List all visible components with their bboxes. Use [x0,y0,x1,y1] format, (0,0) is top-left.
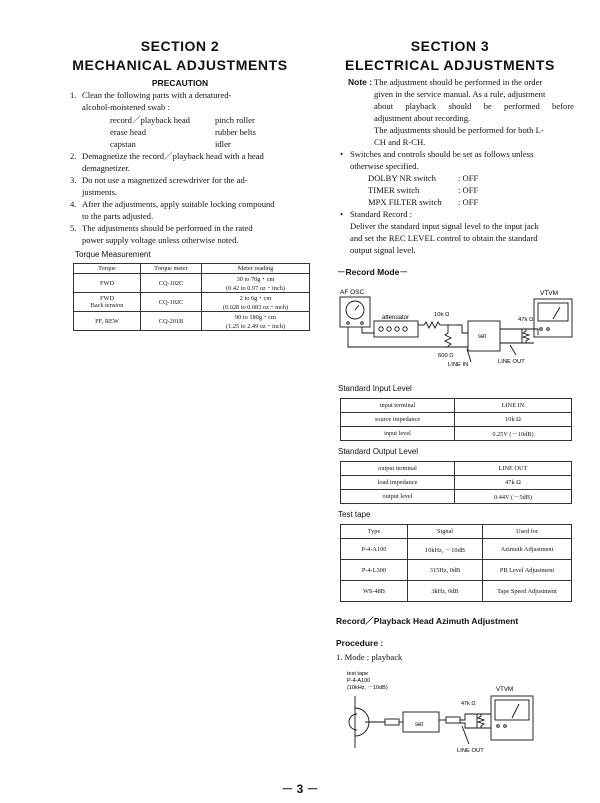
bullet2-line: Deliver the standard input signal level to the input jack [350,221,539,231]
diagram2-47k-label: 47k Ω [461,701,476,707]
input-key: input level [341,427,455,441]
step-1-num: 1. [70,90,77,100]
torque-cell: FWD [74,274,141,293]
step-5-num: 5. [70,223,77,233]
procedure-step-1: 1. Mode : playback [336,652,403,662]
reading-line: (1.25 to 2.49 oz・inch) [226,323,285,330]
note-line: The adjustments should be performed for both L- [374,125,544,135]
switch-name: DOLBY NR switch [368,173,436,183]
section2-title: MECHANICAL ADJUSTMENTS [72,57,288,73]
diagram-line-in-label: LINE IN [448,362,469,368]
step-5-cont: power supply voltage unless otherwise noted. [82,235,239,245]
attenuator-box [374,321,418,337]
record-mode-diagram [338,283,580,375]
bullet-icon: • [340,149,344,159]
resistor-600 [445,333,451,346]
diagram-vtvm-label: VTVM [540,290,559,297]
note-line: The adjustment should be performed in the order [374,77,543,87]
page-number: － 3 － [281,782,319,796]
output-key: load impedance [341,476,455,490]
step-2-cont: demagnetizer. [82,163,130,173]
output-level-caption: Standard Output Level [338,447,419,456]
output-level-table [340,461,572,504]
reading-cell [202,274,310,293]
step-4-text: After the adjustments, apply suitable locking compound [82,199,275,209]
diagram-attenuator-label: attenuator [382,315,410,321]
input-value: 10k Ω [455,413,572,427]
step-4-num: 4. [70,199,77,209]
note-label: Note : [348,77,373,87]
procedure-heading: Procedure : [336,638,384,648]
reading-line: 2 to 6g・cm [239,295,272,302]
tape-signal: 315Hz, 0dB [408,560,483,581]
note-line: CH and R-CH. [374,137,426,147]
input-value: 0.25V (－10dB) [455,427,572,441]
part-a-3: capstan [110,139,136,149]
azimuth-diagram [343,670,543,758]
reading-cell [202,312,310,331]
input-key: input terminal [341,399,455,413]
torque-caption: Torque Measurement [75,250,151,259]
reading-line: (0.42 to 0.97 oz・inch) [226,285,285,292]
resistor-10k [424,322,440,328]
bullet2-line: output signal level. [350,245,416,255]
note-line: adjustment about recording. [374,113,471,123]
part-b-2: rubber belts [215,127,256,137]
part-b-3: idler [215,139,231,149]
bullet2-title: Standard Record : [350,209,413,219]
output-key: output level [341,490,455,504]
diagram2-line-out-label: LINE OUT [457,748,484,754]
diagram-600-label: 600 Ω [438,353,454,359]
torque-header: Torque [74,264,141,274]
switch-name: MPX FILTER switch [368,197,442,207]
switch-value: : OFF [458,173,479,183]
diagram-10k-label: 10k Ω [434,312,450,318]
torque-line: FWD [100,295,114,302]
reading-line: 90 to 180g・cm [235,314,276,321]
azimuth-heading: Record／Playback Head Azimuth Adjustment [336,616,519,626]
tape-type: WS-48B [341,581,408,602]
switch-value: : OFF [458,185,479,195]
diagram-set-label: set [478,334,487,340]
bullet1-line: otherwise specified. [350,161,419,171]
output-value: LINE OUT [455,462,572,476]
switch-name: TIMER switch [368,185,420,195]
step-3-text: Do not use a magnetized screwdriver for the ad- [82,175,248,185]
torque-meter-header: Torque meter [141,264,202,274]
tape-label-1: test tape [347,671,369,677]
resistor-47k [523,329,529,343]
bullet2-line: and set the REC LEVEL control to obtain the standard [350,233,538,243]
torque-table [73,263,310,331]
tape-signal: 3kHz, 0dB [408,581,483,602]
output-value: 47k Ω [455,476,572,490]
diagram-47k-label: 47k Ω [518,317,534,323]
part-a-2: erase head [110,127,147,137]
test-tape-table [340,524,572,602]
resistor-47k [478,714,484,728]
bullet-icon: • [340,209,344,219]
meter-cell: CQ-102C [141,274,202,293]
step-5-text: The adjustments should be performed in the rated [82,223,253,233]
af-osc-box [340,297,370,327]
diagram2-set-label: set [415,722,424,728]
tape-used-header: Used for [483,525,572,539]
torque-cell: FF, REW [74,312,141,331]
tape-used: Tape Speed Adjustment [483,581,572,602]
reading-line: 30 to 70g・cm [236,276,275,283]
tape-signal: 10kHz, －10dB [408,539,483,560]
step-1-cont: alcohol-moistened swab : [82,102,170,112]
step-3-num: 3. [70,175,77,185]
meter-reading-header: Meter reading [202,264,310,274]
torque-line: Back tension [90,302,124,309]
tape-type-header: Type [341,525,408,539]
step-2-num: 2. [70,151,77,161]
input-key: source impedance [341,413,455,427]
section2-heading: SECTION 2 [140,38,220,54]
input-value: LINE IN [455,399,572,413]
switch-value: : OFF [458,197,479,207]
note-block [340,76,580,276]
tape-type: P-4-A100 [341,539,408,560]
precaution-list [70,89,315,249]
output-value: 0.44V (－5dB) [455,490,572,504]
record-mode-heading: －Record Mode－ [337,267,408,277]
input-level-table [340,398,572,441]
torque-cell [74,293,141,312]
tape-used: Azimuth Adjustment [483,539,572,560]
diagram2-vtvm-label: VTVM [496,686,514,693]
step-1-text: Clean the following parts with a denatured- [82,90,232,100]
step-3-cont: justments. [82,187,118,197]
bullet1-line: Switches and controls should be set as follows unless [350,149,534,159]
step-4-cont: to the parts adjusted. [82,211,154,221]
vtvm-box [534,299,572,337]
test-tape-caption: Test tape [338,510,371,519]
step-2-text: Demagnetize the record／playback head with a head [82,151,264,161]
tape-used: PB Level Adjustment [483,560,572,581]
section3-title: ELECTRICAL ADJUSTMENTS [345,57,555,73]
input-level-caption: Standard Input Level [338,384,412,393]
part-b-1: pinch roller [215,115,255,125]
meter-cell: CQ-102C [141,293,202,312]
diagram-af-osc-label: AF OSC [340,289,365,296]
reading-line: (0.028 to 0.083 oz・inch) [222,304,289,311]
note-line: given in the service manual. As a rule, adjustment [374,89,546,99]
part-a-1: record／playback head [110,115,190,125]
tape-label-2: P-4-A100 [347,678,371,684]
meter-cell: CQ-201B [141,312,202,331]
tape-type: P-4-L300 [341,560,408,581]
note-line: about playback should be performed before [374,101,574,111]
tape-signal-header: Signal [408,525,483,539]
reading-cell [202,293,310,312]
diagram-line-out-label: LINE OUT [498,359,525,365]
section3-heading: SECTION 3 [410,38,490,54]
precaution-heading: PRECAUTION [151,78,209,88]
tape-label-3: (10kHz, －10dB) [347,685,388,691]
output-key: output terminal [341,462,455,476]
